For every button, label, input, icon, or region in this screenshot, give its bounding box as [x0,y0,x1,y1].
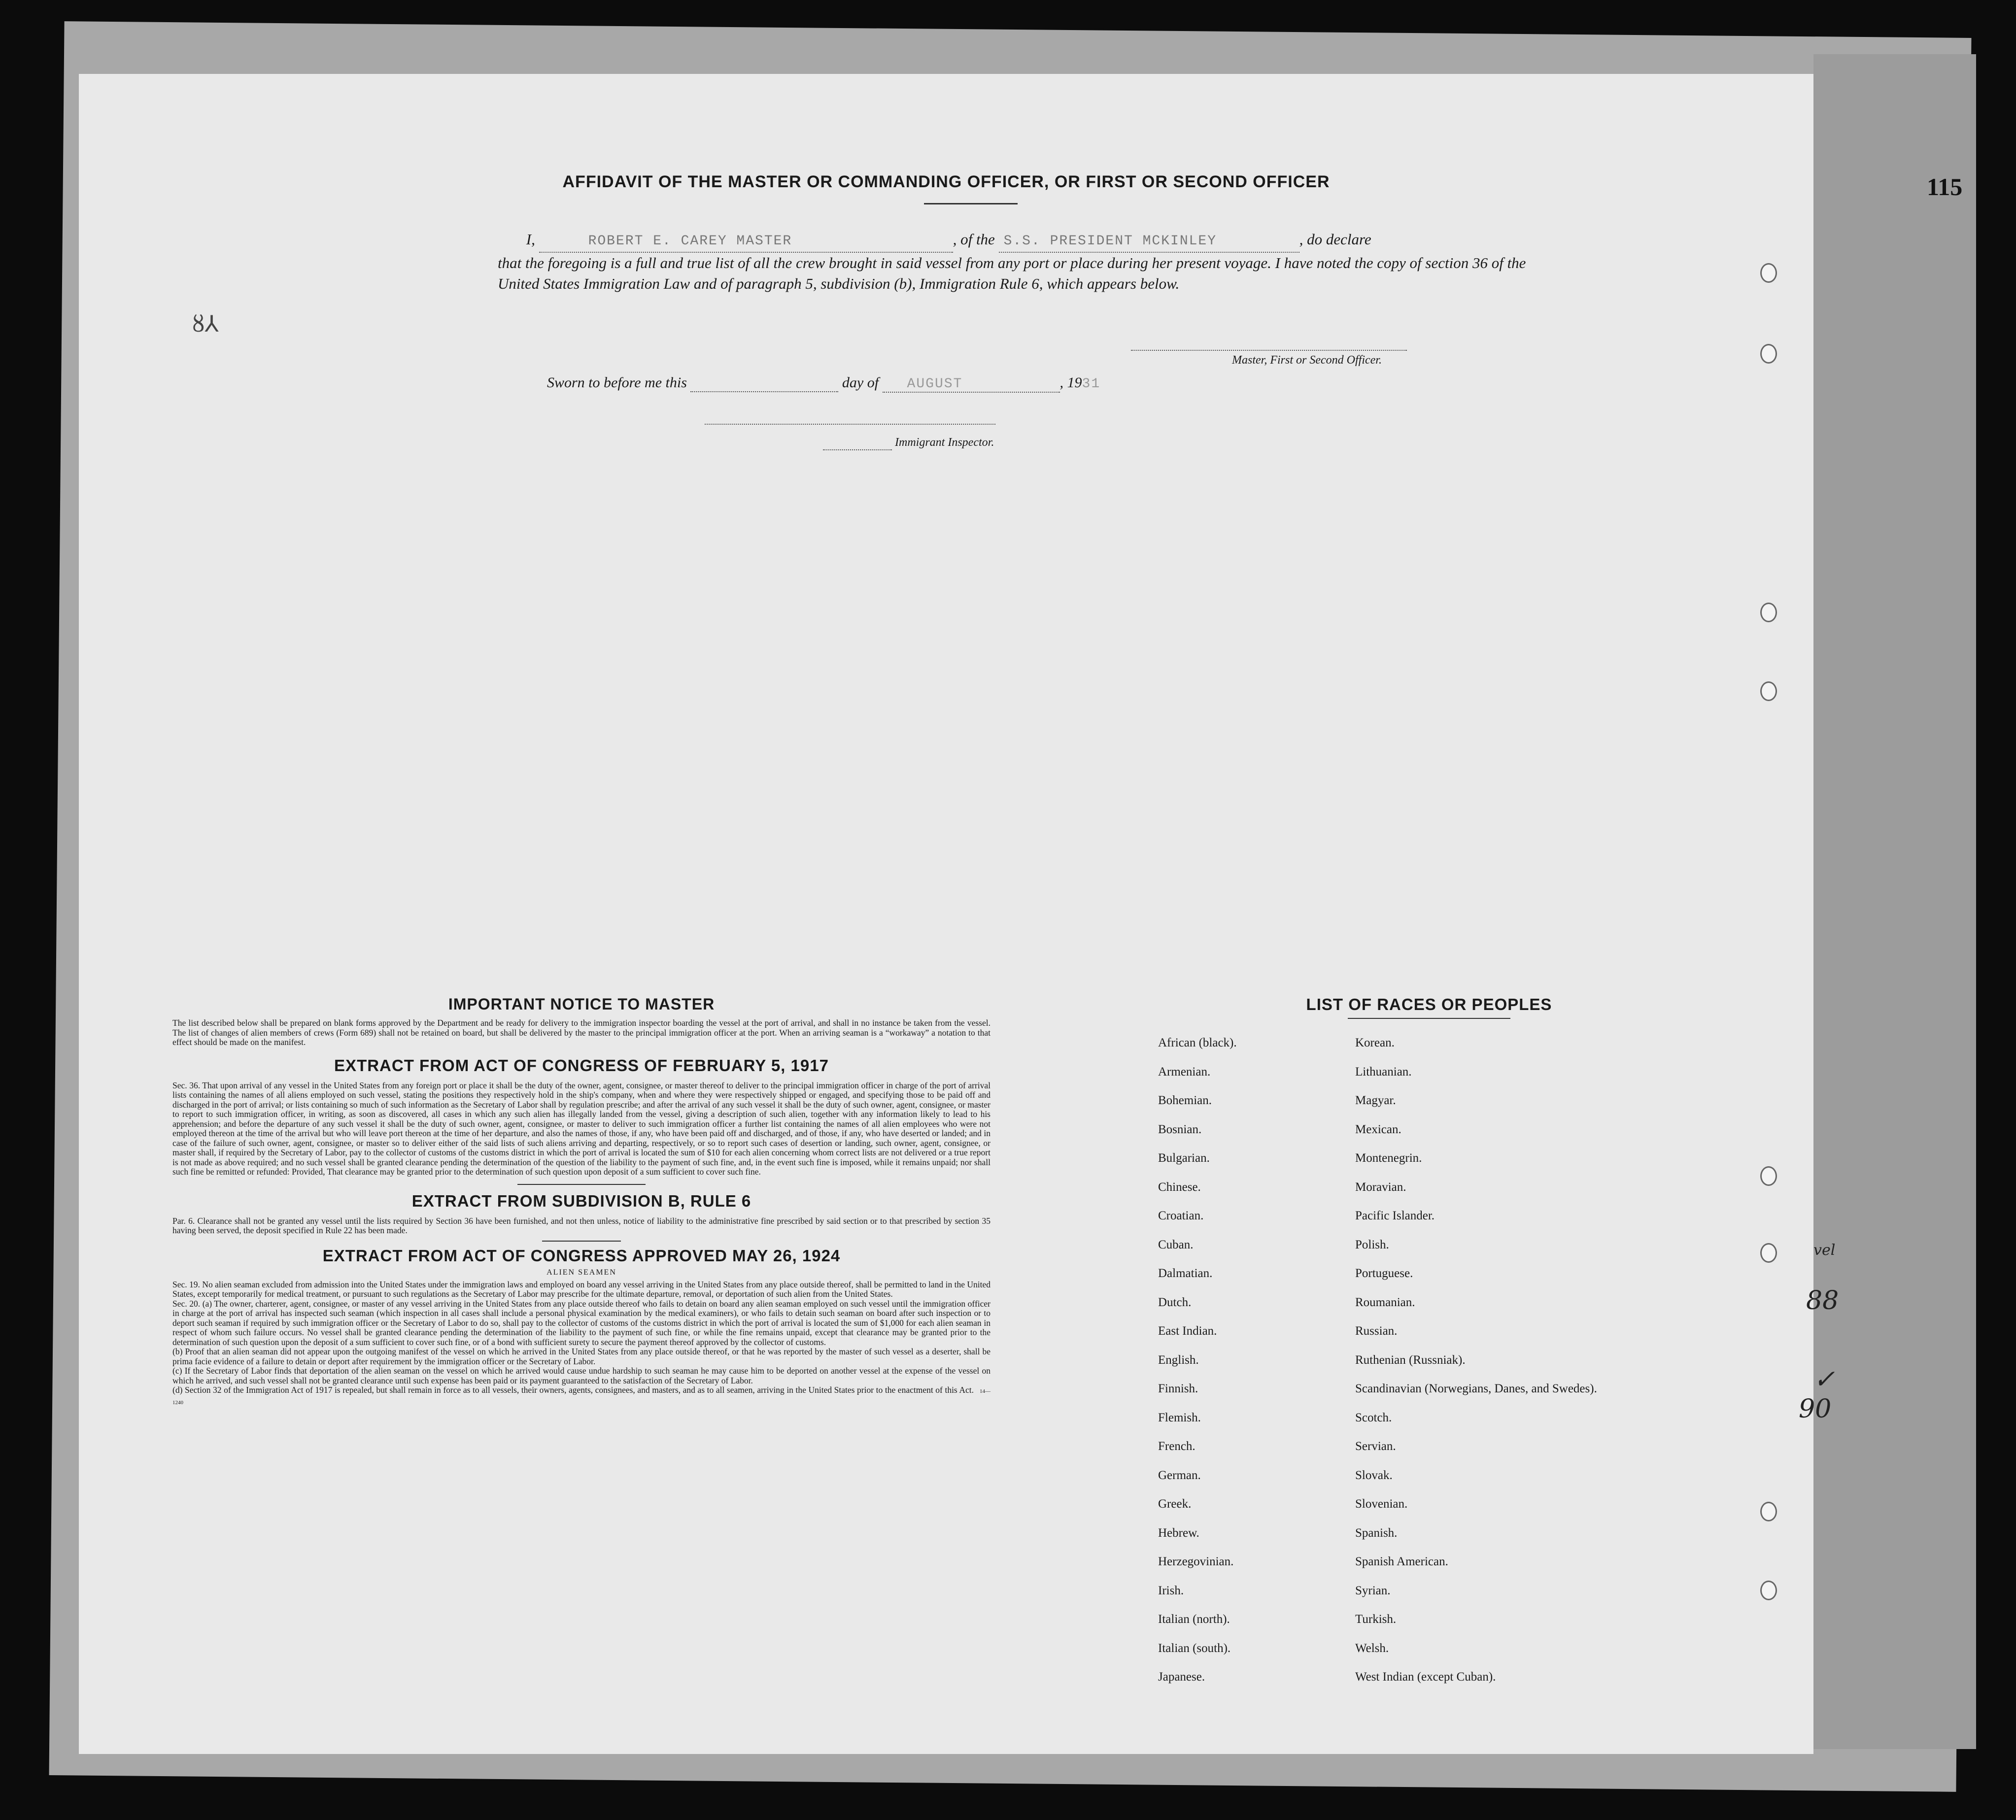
declaration-paragraph [498,229,1533,294]
notice-column [172,995,991,1408]
binder-hole [1760,344,1777,364]
race-item: West Indian (except Cuban). [1355,1670,1496,1684]
inspector-signature-line [705,424,995,425]
sworn-month-field [883,374,1060,393]
notice-title: IMPORTANT NOTICE TO MASTER [448,995,715,1013]
handwritten-margin-note: vel [1813,1242,1836,1259]
race-item: Herzegovinian. [1158,1555,1234,1568]
race-item: English. [1158,1353,1199,1367]
races-title: LIST OF RACES OR PEOPLES [1306,995,1552,1013]
race-item: Slovenian. [1355,1497,1408,1511]
race-item: Mexican. [1355,1122,1401,1136]
race-item: Russian. [1355,1324,1398,1338]
race-item: East Indian. [1158,1324,1217,1338]
race-item: Bulgarian. [1158,1151,1210,1165]
race-item: Dutch. [1158,1295,1192,1309]
race-item: Flemish. [1158,1411,1201,1424]
year-suffix: 31 [1082,376,1101,392]
race-item: Italian (north). [1158,1613,1230,1626]
inspector-dots [823,436,892,450]
extract-1924-paragraph: Sec. 19. No alien seaman excluded from admission into the United States under the immigration laws and employed on board any vessel arriving in the United States from any place outside thereof, shall be permitted to land in the United States, except temporarily for medical treatment, or pursuant to such regulations as the Secretary of Labor may prescribe for the ultimate departure, removal, or deportation of such alien from the United States. [172,1279,991,1299]
of-the-label: , of the [953,231,995,248]
i-label: I, [526,231,535,248]
race-item: Moravian. [1355,1180,1406,1194]
race-item: Japanese. [1158,1670,1205,1684]
inspector-label-row [823,436,994,450]
master-signature-label: Master, First or Second Officer. [1232,354,1382,367]
inspector-label: Immigrant Inspector. [895,436,994,449]
sworn-statement [547,374,1100,393]
race-item: Welsh. [1355,1641,1389,1655]
race-item: Bosnian. [1158,1122,1202,1136]
do-declare-label: , do declare [1299,231,1371,248]
sworn-label: Sworn to before me this [547,374,687,391]
race-item: Chinese. [1158,1180,1201,1194]
extract-1924-paragraph: Sec. 20. (a) The owner, charterer, agent, consignee, or master of any vessel arriving in the United States from any place outside thereof who fails to detain on board any alien seaman employed on such vessel until the immigration officer in charge at the port of arrival has inspected such seaman (which inspection in all cases shall include a personal physical examination by the medical examiners), or who fails to detain such seaman on board after such inspection or to deport such seaman if required by such immigration officer or the Secretary of Labor to do so, shall pay to the collector of customs of the customs district in which the port of arrival is located the sum of $1,000 for each alien seaman in respect of whom such failure occurs. No vessel shall be granted clearance pending the determination of the liability to the payment of such fine, or while the fine remains unpaid, except that clearance may be granted prior to the determination of such question upon the deposit of a sum sufficient to cover such fine, or of a bond with sufficient surety to secure the payment thereof approved by the collector of customs. [172,1298,991,1347]
handwritten-margin-note: ✓ [1813,1365,1835,1394]
page-number: 115 [1927,173,1963,201]
race-item: Italian (south). [1158,1641,1231,1655]
race-item: Dalmatian. [1158,1267,1213,1280]
race-item: Scotch. [1355,1411,1392,1424]
race-item: Irish. [1158,1584,1184,1597]
race-item: Polish. [1355,1238,1389,1251]
race-item: Slovak. [1355,1468,1393,1482]
race-item: Montenegrin. [1355,1151,1422,1165]
extract-1917-title: EXTRACT FROM ACT OF CONGRESS OF FEBRUARY 5, 1917 [334,1056,829,1075]
race-item: Turkish. [1355,1613,1397,1626]
race-item: Magyar. [1355,1094,1396,1107]
binder-hole [1760,1166,1777,1186]
races-column-1 [1158,1036,1355,1699]
race-item: Korean. [1355,1036,1395,1049]
race-item: Lithuanian. [1355,1065,1412,1079]
master-name-value: ROBERT E. CAREY MASTER [588,234,792,249]
master-name-field [539,229,953,253]
binder-hole [1760,263,1777,283]
race-item: Spanish American. [1355,1555,1448,1568]
form-number: 14—1240 [172,1388,991,1406]
race-item: Spanish. [1355,1526,1398,1540]
race-item: Finnish. [1158,1382,1198,1395]
sworn-day-field [690,374,838,392]
race-item: Greek. [1158,1497,1192,1511]
extract-rule6-body: Par. 6. Clearance shall not be granted any vessel until the lists required by Section 36 have been furnished, and not then unless, notice of liability to the administrative fine prescribed by said section or to that prescribed by section 35 having been served, the deposit specified in Rule 22 has been made. [172,1215,991,1235]
section-divider [517,1184,646,1185]
vessel-value: S.S. PRESIDENT MCKINLEY [1003,234,1217,249]
declaration-body: that the foregoing is a full and true list of all the crew brought in said vessel from any port or place during her present voyage. I have noted the copy of section 36 of the United States Immigration Law and of paragraph 5, subdivision (b), Immigration Rule 6, which appears below. [498,254,1526,292]
vessel-field [999,229,1299,253]
title-rule [924,203,1018,204]
year-prefix: , 19 [1059,374,1082,391]
race-item: Bohemian. [1158,1094,1212,1107]
binder-hole [1760,681,1777,701]
handwritten-margin-note: 90 [1799,1394,1832,1424]
race-item: German. [1158,1468,1201,1482]
binder-hole [1760,603,1777,622]
master-signature-line [1131,350,1407,351]
race-item: Croatian. [1158,1209,1204,1222]
race-item: Syrian. [1355,1584,1391,1597]
section-divider [542,1241,621,1242]
race-item: Scandinavian (Norwegians, Danes, and Swedes). [1355,1382,1597,1395]
sworn-month-value: AUGUST [907,376,963,392]
binder-hole [1760,1502,1777,1521]
extract-1924-paragraph: (c) If the Secretary of Labor finds that deportation of the alien seaman on the vessel on which he arrived would cause undue hardship to such seaman he may cause him to be deported on another vessel at the expense of the vessel on which he arrived, and such vessel shall not be granted clearance until such expense has been paid or its payment guaranteed to the satisfaction of the Secretary of Labor. [172,1366,991,1385]
race-item: French. [1158,1440,1196,1453]
day-of-label: day of [842,374,879,391]
race-item: Pacific Islander. [1355,1209,1435,1222]
binder-hole [1760,1581,1777,1600]
margin-scribble: ȣ⅄ [192,310,219,337]
handwritten-margin-note: 88 [1806,1286,1839,1315]
affidavit-form-sheet [79,74,1813,1754]
extract-1917-body: Sec. 36. That upon arrival of any vessel in the United States from any foreign port or place it shall be the duty of the owner, agent, consignee, or master thereof to deliver to the principal immigration officer in charge of the port of arrival lists containing the names of all aliens employed on such vessel, stating the positions they respectively hold in the ship's company, when and where they were respectively shipped or engaged, and specifying those to be paid off and discharged in the port of arrival; or lists containing so much of such information as the Secretary of Labor shall by regulation prescribe; and after the arrival of any such vessel it shall be the duty of such owner, agent, consignee, or master to report to such immigration officer, in writing, as soon as discovered, all cases in which any such alien has illegally landed from the vessel, giving a description of such alien, together with any information likely to lead to his apprehension; and before the departure of any such vessel it shall be the duty of such owner, agent, consignee, or master to deliver to such immigration officer a further list containing the names of all alien employees who were not employed thereon at the time of the arrival but who will leave port thereon at the time of her departure, and also the names of those, if any, who have been paid off and discharged, and of those, if any, who have deserted or landed; and in case of the failure of such owner, agent, consignee, or master so to deliver either of the said lists of such aliens arriving and departing, respectively, or so to report such cases of desertion or landing, such owner, agent, consignee, or master shall, if required by the Secretary of Labor, pay to the collector of customs of the customs district in which the port of arrival is located the sum of $10 for each alien concerning whom correct lists are not delivered or a true report is not made as above required; and no such vessel shall be granted clearance pending the determination of the question of the liability to the payment of such fine, and, in the event such fine is imposed, while it remains unpaid; nor shall such fine be remitted or refunded: Provided, That clearance may be granted prior to the determination of such question upon deposit of a sum sufficient to cover such fine. [172,1080,991,1177]
extract-1924-title: EXTRACT FROM ACT OF CONGRESS APPROVED MAY 26, 1924 [322,1246,841,1265]
races-columns [1158,1036,1700,1699]
extract-1924-paragraph: (b) Proof that an alien seaman did not appear upon the outgoing manifest of the vessel on which he arrived in the United States from any place outside thereof, or that he was reported by the master of such vessel as a deserter, shall be prima facie evidence of a failure to detain or deport after requirement by the immigration officer or the Secretary of Labor. [172,1347,991,1366]
alien-seamen-subtitle: ALIEN SEAMEN [547,1268,616,1277]
extract-1924-paragraph [172,1385,991,1408]
underlying-page-edge [1813,54,1976,1749]
race-item: Cuban. [1158,1238,1194,1251]
race-item: Portuguese. [1355,1267,1413,1280]
races-title-rule [1348,1018,1510,1019]
race-item: Ruthenian (Russniak). [1355,1353,1466,1367]
race-item: Servian. [1355,1440,1396,1453]
extract-rule6-title: EXTRACT FROM SUBDIVISION B, RULE 6 [411,1191,752,1210]
race-item: Armenian. [1158,1065,1211,1079]
affidavit-title: AFFIDAVIT OF THE MASTER OR COMMANDING OFFICER, OR FIRST OR SECOND OFFICER [562,172,1330,191]
race-item: Roumanian. [1355,1295,1415,1309]
races-list [1158,995,1700,1699]
race-item: Hebrew. [1158,1526,1199,1540]
race-item: African (black). [1158,1036,1237,1049]
extract-1924-last: (d) Section 32 of the Immigration Act of 1917 is repealed, but shall remain in force as to all vessels, their owners, agents, consignees, and masters, and as to all seamen, arriving in the United States prior to the enactment of this Act. [172,1385,974,1395]
binder-hole [1760,1243,1777,1263]
races-column-2 [1355,1036,1631,1699]
notice-body: The list described below shall be prepared on blank forms approved by the Department and be ready for delivery to the immigration inspector boarding the vessel at the port of arrival, and shall in no instance be taken from the vessel. The list of changes of alien members of crews (Form 689) shall not be retained on board, but shall be delivered by the master to the principal immigration officer at the port. When an arriving seaman is a “workaway” a notation to that effect should be made on the manifest. [172,1018,991,1047]
